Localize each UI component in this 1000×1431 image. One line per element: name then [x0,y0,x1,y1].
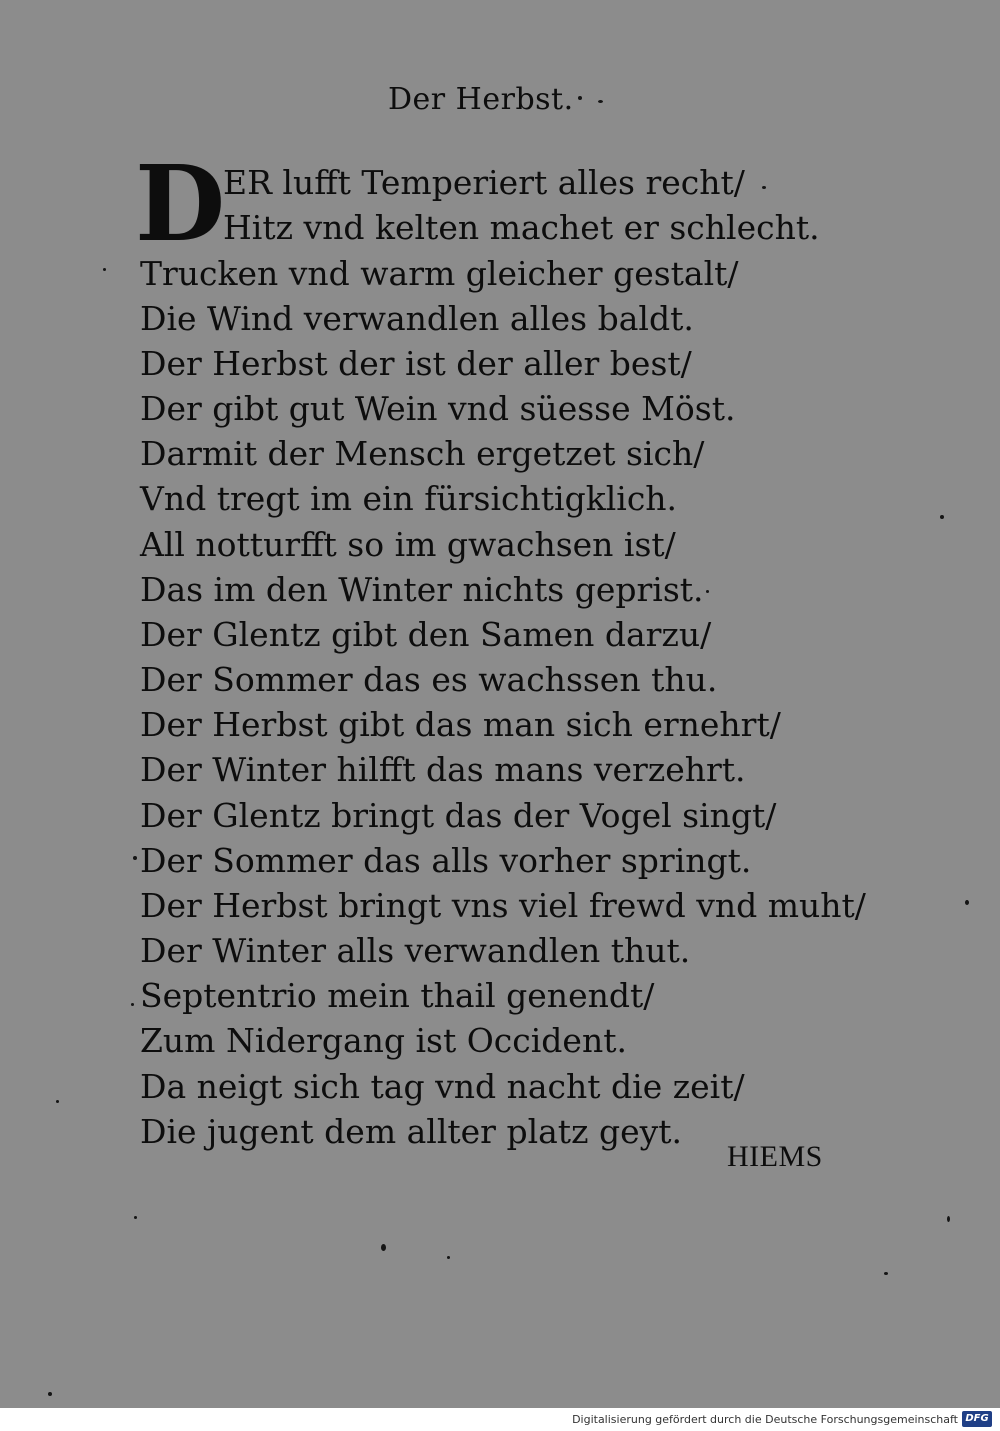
poem-line-20: Zum Nidergang ist Occident. [140,1021,627,1060]
scan-speck [578,96,582,100]
poem-line-11: Der Glentz gibt den Samen darzu/ [140,615,712,654]
page-title: Der Herbst. [388,82,574,117]
scan-speck [133,856,137,860]
scan-speck [103,268,106,271]
poem-line-17: Der Herbst bringt vns viel frewd vnd muht/ [140,886,866,925]
catchword: HIEMS [727,1140,823,1173]
scan-speck [965,900,969,905]
scan-speck [48,1392,52,1396]
poem-line-12: Der Sommer das es wachssen thu. [140,660,718,699]
poem-line-3: Trucken vnd warm gleicher gestalt/ [140,254,739,293]
dfg-logo: DFG [962,1411,992,1427]
poem-line-10: Das im den Winter nichts geprist. [140,570,704,609]
poem-line-22: Die jugent dem allter platz geyt. [140,1112,682,1151]
scan-speck [947,1216,950,1222]
scan-speck [134,1216,137,1219]
poem-line-4: Die Wind verwandlen alles baldt. [140,299,694,338]
poem-line-5: Der Herbst der ist der aller best/ [140,344,692,383]
scan-speck [762,186,766,189]
poem-line-6: Der gibt gut Wein vnd süesse Möst. [140,389,736,428]
scan-speck [598,100,603,103]
poem-line-18: Der Winter alls verwandlen thut. [140,931,691,970]
scan-speck [884,1272,888,1275]
scan-speck [447,1256,450,1259]
poem-line-21: Da neigt sich tag vnd nacht die zeit/ [140,1067,745,1106]
funding-credit: Digitalisierung gefördert durch die Deutsche Forschungsgemeinschaft [572,1413,958,1426]
scan-speck [131,1003,134,1006]
poem-line-8: Vnd tregt im ein fürsichtigklich. [140,479,678,518]
scan-speck [56,1100,59,1103]
scan-speck [706,590,709,593]
decorated-initial: D [135,142,226,265]
poem-line-19: Septentrio mein thail genendt/ [140,976,655,1015]
poem-line-7: Darmit der Mensch ergetzet sich/ [140,434,705,473]
scan-speck [940,515,944,519]
poem-line-1: ER lufft Temperiert alles recht/ [223,163,745,202]
poem-line-14: Der Winter hilfft das mans verzehrt. [140,750,746,789]
poem-line-2: Hitz vnd kelten machet er schlecht. [223,208,820,247]
poem-line-16: Der Sommer das alls vorher springt. [140,841,752,880]
poem-line-15: Der Glentz bringt das der Vogel singt/ [140,796,777,835]
scan-speck [381,1244,386,1251]
poem-line-9: All notturfft so im gwachsen ist/ [140,525,676,564]
poem-line-13: Der Herbst gibt das man sich ernehrt/ [140,705,781,744]
